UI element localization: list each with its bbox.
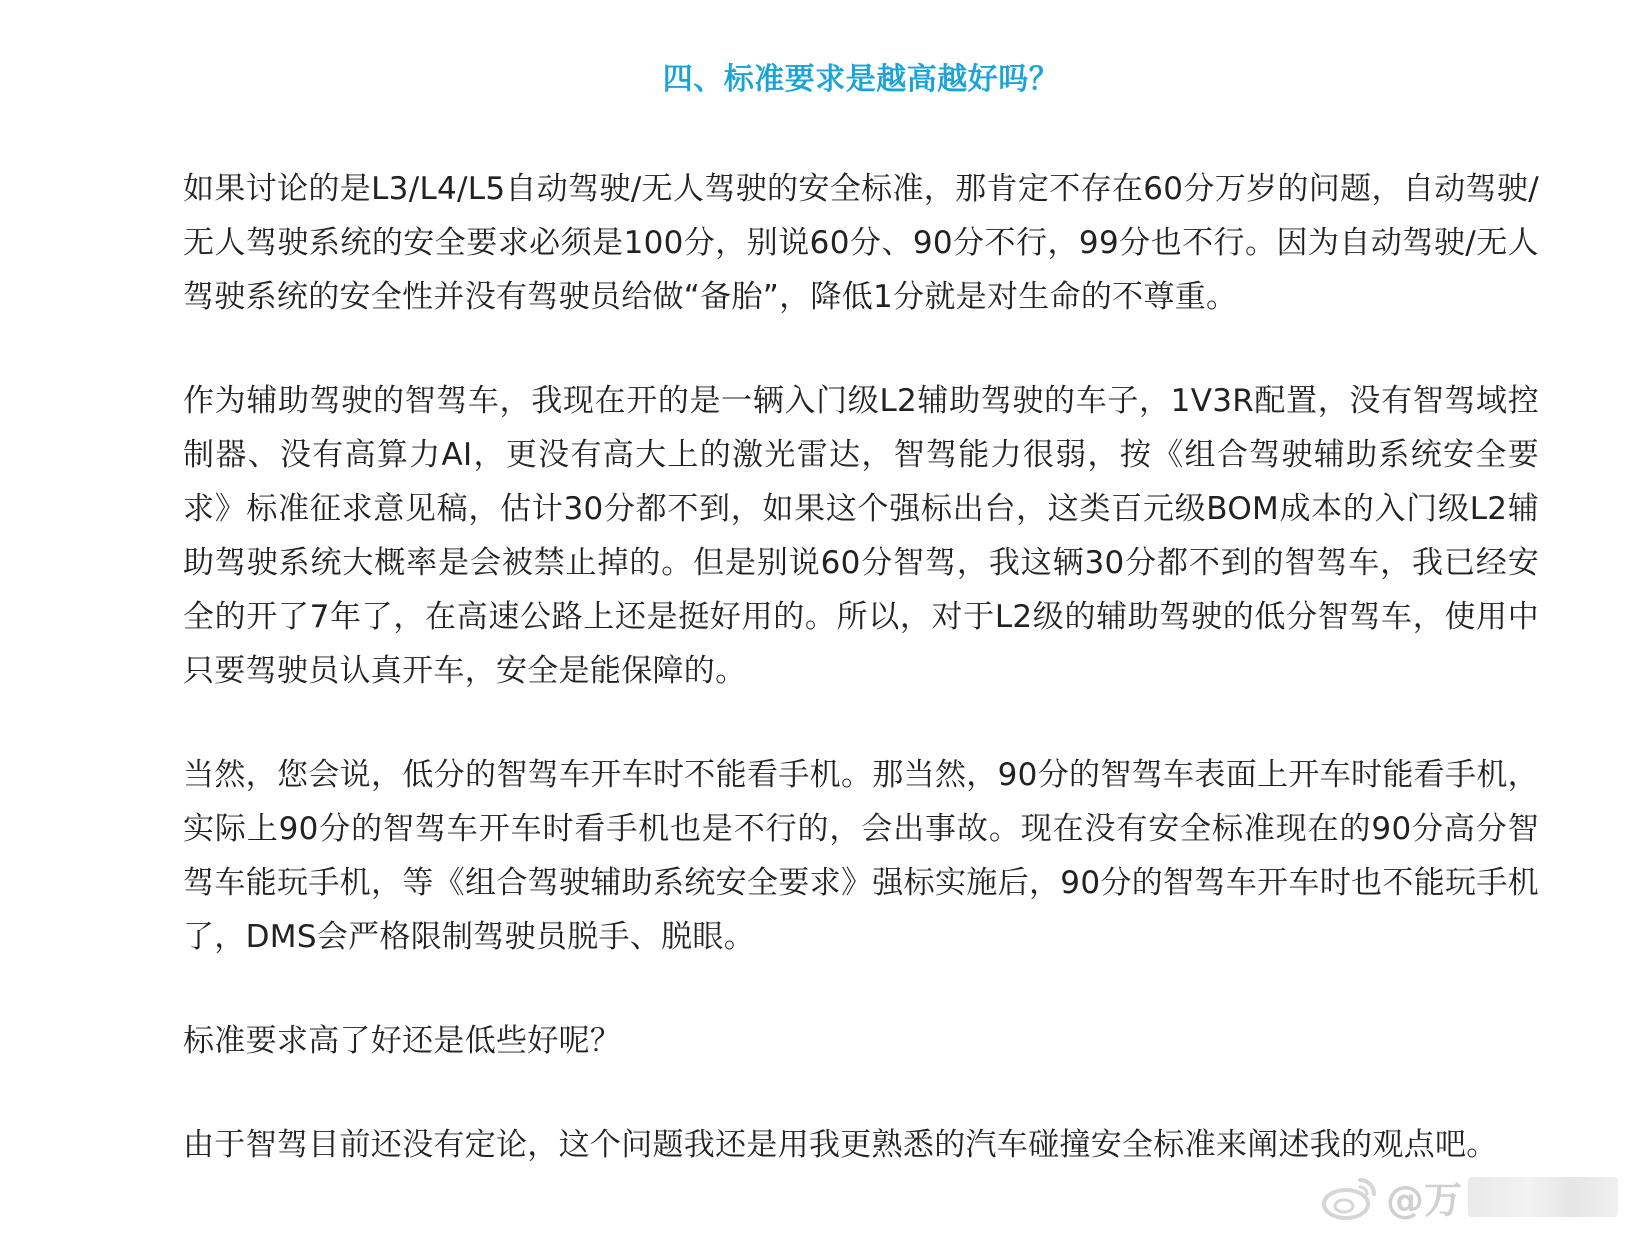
paragraph-question: 标准要求高了好还是低些好呢？ <box>183 1023 622 1059</box>
watermark-username: @万 <box>1385 1178 1462 1222</box>
paragraph-safety-standard: 如果讨论的是L3/L4/L5自动驾驶/无人驾驶的安全标准，那肯定不存在60分万岁的问题，自动驾驶/无人驾驶系统的安全要求必须是100分，别说60分、90分不行，99分也不行。因为自动驾驶/无人驾驶系统的安全性并没有驾驶员给做“备胎”，降低1分就是对生命的不尊重。 <box>183 171 1539 315</box>
article <box>183 0 1539 1172</box>
paragraph-crash-standard: 由于智驾目前还没有定论，这个问题我还是用我更熟悉的汽车碰撞安全标准来阐述我的观点吧。 <box>183 1127 1498 1163</box>
weibo-watermark <box>1320 1169 1618 1224</box>
paragraph-phone-usage: 当然，您会说，低分的智驾车开车时不能看手机。那当然，90分的智驾车表面上开车时能看手机，实际上90分的智驾车开车时看手机也是不行的，会出事故。现在没有安全标准现在的90分高分智驾车能玩手机，等《组合驾驶辅助系统安全要求》强标实施后，90分的智驾车开车时也不能玩手机了，DMS会严格限制驾驶员脱手、脱眼。 <box>183 757 1539 955</box>
watermark-blurred-name <box>1468 1177 1618 1217</box>
section-heading: 四、标准要求是越高越好吗？ <box>662 62 1060 97</box>
weibo-logo-icon <box>1320 1172 1380 1222</box>
paragraph-l2-experience: 作为辅助驾驶的智驾车，我现在开的是一辆入门级L2辅助驾驶的车子，1V3R配置，没有智驾域控制器、没有高算力AI，更没有高大上的激光雷达，智驾能力很弱，按《组合驾驶辅助系统安全要求》标准征求意见稿，估计30分都不到，如果这个强标出台，这类百元级BOM成本的入门级L2辅助驾驶系统大概率是会被禁止掉的。但是别说60分智驾，我这辆30分都不到的智驾车，我已经安全的开了7年了，在高速公路上还是挺好用的。所以，对于L2级的辅助驾驶的低分智驾车，使用中只要驾驶员认真开车，安全是能保障的。 <box>183 383 1539 689</box>
